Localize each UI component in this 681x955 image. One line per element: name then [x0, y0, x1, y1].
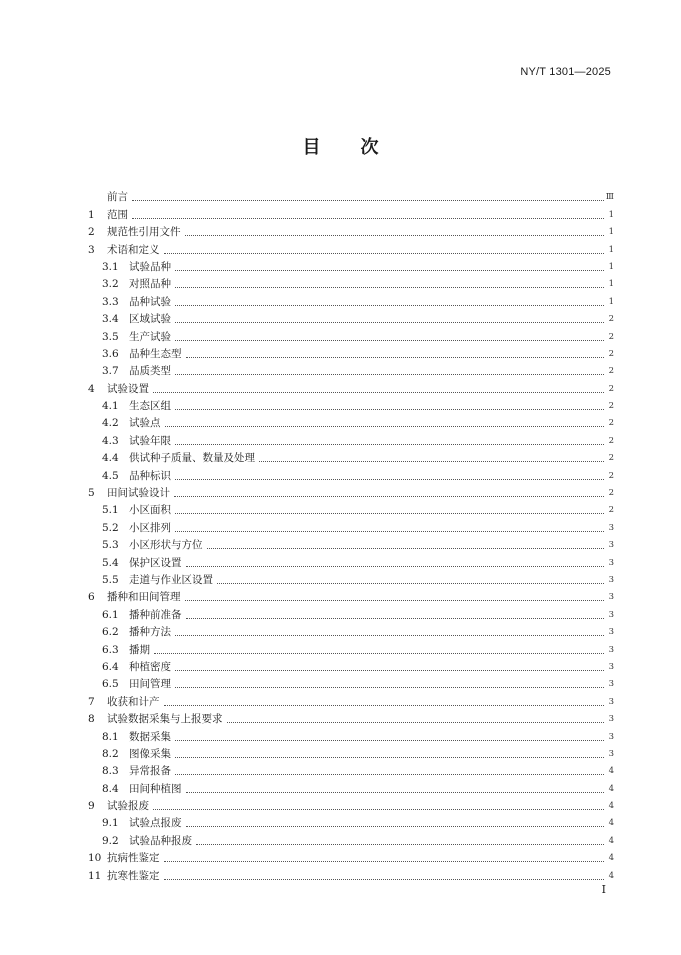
- toc-entry-title: 田间试验设计: [107, 487, 170, 500]
- toc-entry-title: 规范性引用文件: [107, 226, 181, 239]
- toc-entry-page: 3: [608, 592, 614, 603]
- toc-entry-page: 2: [608, 453, 614, 464]
- toc-entry-title: 田间种植图: [129, 782, 182, 795]
- toc-entry-number: 3: [88, 243, 95, 256]
- toc-entry-title: 范围: [107, 208, 128, 221]
- dot-leader: [165, 426, 605, 427]
- toc-entry-page: 4: [608, 801, 614, 812]
- toc-entry-number: 6.5: [102, 678, 119, 691]
- toc-entry-title: 试验数据采集与上报要求: [107, 713, 223, 726]
- toc-entry-title: 试验设置: [107, 382, 149, 395]
- toc-entry-number: 8.2: [102, 747, 119, 760]
- toc-entry[interactable]: [88, 187, 614, 204]
- toc-entry-page: 1: [608, 209, 614, 220]
- standard-code: NY/T 1301—2025: [520, 66, 611, 78]
- toc-entry-number: 5.2: [102, 521, 119, 534]
- toc-entry[interactable]: [88, 326, 614, 343]
- toc-entry-title: 试验报废: [107, 800, 149, 813]
- toc-entry[interactable]: [88, 830, 614, 847]
- toc-entry-title: 生产试验: [129, 330, 171, 343]
- dot-leader: [175, 409, 604, 410]
- dot-leader: [175, 374, 604, 375]
- toc-entry[interactable]: [88, 378, 614, 395]
- toc-entry[interactable]: [88, 691, 614, 708]
- toc-entry-number: 4.5: [102, 469, 119, 482]
- toc-entry-page: 2: [608, 383, 614, 394]
- toc-entry-title: 田间管理: [129, 678, 171, 691]
- dot-leader: [164, 705, 605, 706]
- toc-entry-number: 5.4: [102, 556, 119, 569]
- dot-leader: [132, 218, 604, 219]
- toc-entry[interactable]: [88, 657, 614, 674]
- toc-entry-page: 1: [608, 279, 614, 290]
- dot-leader: [175, 444, 604, 445]
- toc-entry-page: 4: [608, 783, 614, 794]
- toc-entry-number: 7: [88, 695, 95, 708]
- dot-leader: [175, 305, 604, 306]
- dot-leader: [175, 287, 604, 288]
- toc-entry-page: 1: [608, 296, 614, 307]
- toc-entry-number: 4.2: [102, 417, 119, 430]
- toc-entry-page: 2: [608, 505, 614, 516]
- dot-leader: [175, 479, 604, 480]
- toc-entry-page: 1: [608, 244, 614, 255]
- toc-entry-title: 播种前准备: [129, 608, 182, 621]
- dot-leader: [185, 600, 605, 601]
- toc-entry-title: 品种标识: [129, 469, 171, 482]
- toc-entry-title: 抗寒性鉴定: [107, 869, 160, 882]
- toc-entry-title: 前言: [107, 191, 128, 204]
- dot-leader: [153, 809, 604, 810]
- toc-entry-number: 3.7: [102, 365, 119, 378]
- toc-entry-title: 图像采集: [129, 747, 171, 760]
- toc-entry-page: 3: [608, 574, 614, 585]
- toc-entry-page: 4: [608, 818, 614, 829]
- toc-entry-number: 10: [88, 852, 102, 865]
- toc-entry-page: 2: [608, 418, 614, 429]
- toc-entry-page: 2: [608, 470, 614, 481]
- toc-entry-number: 9.1: [102, 817, 119, 830]
- toc-entry-title: 生态区组: [129, 400, 171, 413]
- toc-entry-number: 8.1: [102, 730, 119, 743]
- toc-entry-number: 3.1: [102, 260, 119, 273]
- toc-entry-page: 3: [608, 522, 614, 533]
- toc-entry-page: 2: [608, 331, 614, 342]
- toc-entry-title: 区域试验: [129, 313, 171, 326]
- toc-entry[interactable]: [88, 257, 614, 274]
- toc-entry[interactable]: [88, 274, 614, 291]
- toc-entry-page: 1: [608, 227, 614, 238]
- toc-entry-number: 9.2: [102, 834, 119, 847]
- dot-leader: [175, 513, 604, 514]
- dot-leader: [175, 740, 604, 741]
- toc-entry[interactable]: [88, 865, 614, 882]
- dot-leader: [186, 357, 605, 358]
- dot-leader: [164, 253, 605, 254]
- toc-entry-page: 3: [608, 540, 614, 551]
- toc-entry-page: 3: [608, 731, 614, 742]
- toc-entry[interactable]: [88, 570, 614, 587]
- toc-entry[interactable]: [88, 639, 614, 656]
- toc-entry-page: 2: [608, 435, 614, 446]
- toc-entry-number: 9: [88, 800, 95, 813]
- toc-entry-title: 试验点: [129, 417, 161, 430]
- dot-leader: [175, 670, 604, 671]
- dot-leader: [174, 496, 604, 497]
- toc-entry[interactable]: [88, 291, 614, 308]
- toc-entry-page: 3: [608, 696, 614, 707]
- toc-entry[interactable]: [88, 848, 614, 865]
- toc-entry-title: 播种和田间管理: [107, 591, 181, 604]
- toc-entry-title: 播种方法: [129, 626, 171, 639]
- toc-entry-page: 4: [608, 853, 614, 864]
- dot-leader: [186, 792, 605, 793]
- table-of-contents: [88, 187, 614, 883]
- dot-leader: [175, 774, 604, 775]
- toc-entry-title: 走道与作业区设置: [129, 573, 213, 586]
- toc-entry-number: 8.4: [102, 782, 119, 795]
- toc-entry[interactable]: [88, 709, 614, 726]
- toc-entry-title: 试验品种报废: [129, 834, 192, 847]
- toc-entry-page: 2: [608, 401, 614, 412]
- dot-leader: [186, 618, 605, 619]
- toc-entry[interactable]: [88, 413, 614, 430]
- toc-entry-page: 3: [608, 714, 614, 725]
- toc-title-char-2: 次: [360, 137, 379, 158]
- toc-entry-page: 4: [608, 835, 614, 846]
- dot-leader: [175, 322, 604, 323]
- toc-entry-page: 2: [608, 488, 614, 499]
- dot-leader: [217, 583, 604, 584]
- toc-entry-title: 播期: [129, 643, 150, 656]
- toc-entry[interactable]: [88, 552, 614, 569]
- toc-entry-number: 4: [88, 382, 95, 395]
- toc-entry[interactable]: [88, 535, 614, 552]
- toc-entry-title: 对照品种: [129, 278, 171, 291]
- toc-entry[interactable]: [88, 778, 614, 795]
- dot-leader: [175, 270, 604, 271]
- toc-entry[interactable]: [88, 309, 614, 326]
- toc-entry[interactable]: [88, 430, 614, 447]
- toc-entry-number: 3.4: [102, 313, 119, 326]
- dot-leader: [196, 844, 604, 845]
- toc-entry[interactable]: [88, 396, 614, 413]
- toc-entry[interactable]: [88, 204, 614, 221]
- toc-entry-number: 1: [88, 208, 95, 221]
- toc-entry[interactable]: [88, 465, 614, 482]
- toc-entry-title: 小区面积: [129, 504, 171, 517]
- toc-entry[interactable]: [88, 239, 614, 256]
- toc-entry[interactable]: [88, 761, 614, 778]
- toc-entry-number: 4.1: [102, 400, 119, 413]
- toc-entry-number: 8.3: [102, 765, 119, 778]
- toc-entry-page: 3: [608, 627, 614, 638]
- toc-entry-number: 11: [88, 869, 102, 882]
- dot-leader: [186, 566, 605, 567]
- toc-title-char-1: 目: [302, 137, 321, 158]
- page-number: Ⅰ: [601, 883, 606, 896]
- toc-entry[interactable]: [88, 604, 614, 621]
- dot-leader: [164, 879, 605, 880]
- toc-entry[interactable]: [88, 674, 614, 691]
- dot-leader: [227, 722, 605, 723]
- toc-entry-title: 试验年限: [129, 434, 171, 447]
- dot-leader: [185, 235, 605, 236]
- toc-entry-title: 品种生态型: [129, 347, 182, 360]
- dot-leader: [186, 826, 605, 827]
- toc-entry-number: 6: [88, 591, 95, 604]
- toc-entry-page: 3: [608, 748, 614, 759]
- toc-entry-title: 试验品种: [129, 260, 171, 273]
- toc-entry-page: 3: [608, 644, 614, 655]
- toc-entry[interactable]: [88, 448, 614, 465]
- toc-entry-number: 6.1: [102, 608, 119, 621]
- dot-leader: [175, 687, 604, 688]
- toc-entry[interactable]: [88, 587, 614, 604]
- toc-entry-number: 8: [88, 713, 95, 726]
- toc-entry-number: 5.1: [102, 504, 119, 517]
- toc-entry-number: 6.4: [102, 660, 119, 673]
- dot-leader: [175, 340, 604, 341]
- toc-entry-title: 异常报备: [129, 765, 171, 778]
- toc-entry[interactable]: [88, 796, 614, 813]
- toc-entry-number: 5.5: [102, 573, 119, 586]
- dot-leader: [207, 548, 605, 549]
- toc-entry-title: 保护区设置: [129, 556, 182, 569]
- toc-entry[interactable]: [88, 622, 614, 639]
- toc-entry[interactable]: [88, 726, 614, 743]
- toc-entry-number: 2: [88, 226, 95, 239]
- toc-entry-page: 3: [608, 679, 614, 690]
- toc-entry-number: 3.2: [102, 278, 119, 291]
- toc-entry-title: 收获和计产: [107, 695, 160, 708]
- dot-leader: [259, 461, 604, 462]
- toc-entry-title: 小区排列: [129, 521, 171, 534]
- toc-entry-number: 3.6: [102, 347, 119, 360]
- dot-leader: [164, 861, 605, 862]
- toc-entry[interactable]: [88, 222, 614, 239]
- toc-title: [0, 133, 681, 159]
- toc-entry-title: 品质类型: [129, 365, 171, 378]
- toc-entry-page: 2: [608, 348, 614, 359]
- dot-leader: [175, 531, 604, 532]
- dot-leader: [153, 392, 604, 393]
- toc-entry-page: 2: [608, 366, 614, 377]
- toc-entry[interactable]: [88, 517, 614, 534]
- toc-entry-title: 供试种子质量、数量及处理: [129, 452, 255, 465]
- dot-leader: [132, 200, 604, 201]
- toc-entry-page: 4: [608, 766, 614, 777]
- toc-entry-title: 数据采集: [129, 730, 171, 743]
- toc-entry-number: 4.4: [102, 452, 119, 465]
- toc-entry-page: 1: [608, 261, 614, 272]
- dot-leader: [154, 653, 604, 654]
- toc-entry-number: 6.2: [102, 626, 119, 639]
- toc-entry-number: 5.3: [102, 539, 119, 552]
- toc-entry-page: 3: [608, 557, 614, 568]
- toc-entry-title: 小区形状与方位: [129, 539, 203, 552]
- toc-entry-page: 4: [608, 870, 614, 881]
- toc-entry-title: 品种试验: [129, 295, 171, 308]
- toc-entry[interactable]: [88, 744, 614, 761]
- toc-entry[interactable]: [88, 500, 614, 517]
- toc-entry-page: Ⅲ: [605, 192, 614, 203]
- toc-entry-page: 3: [608, 609, 614, 620]
- toc-entry-number: 4.3: [102, 434, 119, 447]
- toc-entry-title: 试验点报废: [129, 817, 182, 830]
- toc-entry[interactable]: [88, 813, 614, 830]
- toc-entry-number: 3.5: [102, 330, 119, 343]
- toc-entry-number: 5: [88, 487, 95, 500]
- toc-entry-title: 术语和定义: [107, 243, 160, 256]
- toc-entry[interactable]: [88, 483, 614, 500]
- toc-entry-number: 3.3: [102, 295, 119, 308]
- toc-entry-title: 种植密度: [129, 660, 171, 673]
- toc-entry[interactable]: [88, 344, 614, 361]
- toc-entry-page: 3: [608, 661, 614, 672]
- toc-entry[interactable]: [88, 361, 614, 378]
- toc-entry-page: 2: [608, 314, 614, 325]
- dot-leader: [175, 757, 604, 758]
- toc-entry-title: 抗病性鉴定: [107, 852, 160, 865]
- dot-leader: [175, 635, 604, 636]
- toc-entry-number: 6.3: [102, 643, 119, 656]
